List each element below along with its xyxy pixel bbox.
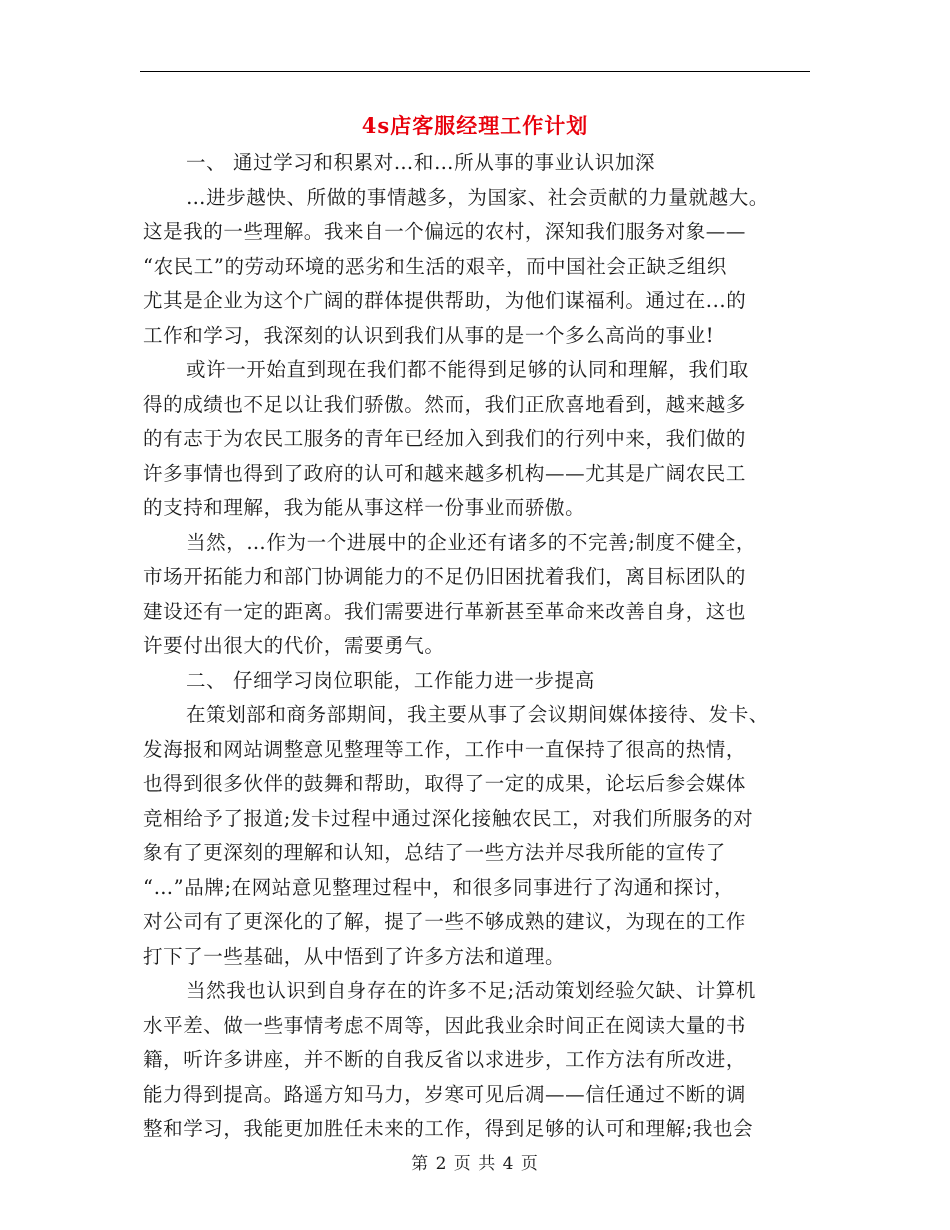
text-line: 一、 通过学习和积累对…和…所从事的事业认识加深 <box>186 151 656 174</box>
text-line: 当然，…作为一个进展中的企业还有诸多的不完善;制度不健全， <box>186 530 756 554</box>
text-line: 这是我的一些理解。我来自一个偏远的农村，深知我们服务对象—— <box>143 220 747 243</box>
text-line: 在策划部和商务部期间，我主要从事了会议期间媒体接待、发卡、 <box>186 703 769 726</box>
text-line: 尤其是企业为这个广阔的群体提供帮助，为他们谋福利。通过在...的 <box>143 289 747 312</box>
text-line: 对公司有了更深化的了解，提了一些不够成熟的建议，为现在的工作 <box>143 910 747 933</box>
page-number-footer: 第 2 页 共 4 页 <box>411 1154 539 1174</box>
text-line: 打下了一些基础，从中悟到了许多方法和道理。 <box>143 944 566 968</box>
text-line: 竞相给予了报道;发卡过程中通过深化接触农民工，对我们所服务的对 <box>143 806 754 830</box>
text-line: “…”品牌;在网站意见整理过程中，和很多同事进行了沟通和探讨， <box>143 875 735 899</box>
text-line: 许多事情也得到了政府的认可和越来越多机构——尤其是广阔农民工 <box>143 461 747 485</box>
text-line: 也得到很多伙伴的鼓舞和帮助，取得了一定的成果，论坛后参会媒体 <box>143 772 747 795</box>
text-line: 整和学习，我能更加胜任未来的工作，得到足够的认可和理解;我也会 <box>143 1117 754 1140</box>
text-line: 发海报和网站调整意见整理等工作，工作中一直保持了很高的热情， <box>143 737 747 761</box>
text-line: 得的成绩也不足以让我们骄傲。然而，我们正欣喜地看到，越来越多 <box>143 392 747 416</box>
text-line: 二、 仔细学习岗位职能，工作能力进一步提高 <box>186 668 595 692</box>
text-line: 市场开拓能力和部门协调能力的不足仍旧困扰着我们，离目标团队的 <box>143 565 747 588</box>
document-body <box>143 146 815 1147</box>
text-line: 工作和学习，我深刻的认识到我们从事的是一个多么高尚的事业! <box>143 323 715 347</box>
text-line: 的有志于为农民工服务的青年已经加入到我们的行列中来，我们做的 <box>143 427 747 450</box>
text-line: 籍，听许多讲座，并不断的自我反省以求进步，工作方法有所改进， <box>143 1048 747 1071</box>
text-line: 许要付出很大的代价，需要勇气。 <box>143 634 445 657</box>
text-line: …进步越快、所做的事情越多，为国家、社会贡献的力量就越大。 <box>186 185 769 209</box>
text-line: 或许一开始直到现在我们都不能得到足够的认同和理解，我们取 <box>186 358 749 381</box>
text-line: 象有了更深刻的理解和认知，总结了一些方法并尽我所能的宣传了 <box>143 841 726 864</box>
document-title: 4s店客服经理工作计划 <box>361 113 589 138</box>
text-line: “农民工”的劳动环境的恶劣和生活的艰辛，而中国社会正缺乏组织 <box>143 254 727 278</box>
text-line: 当然我也认识到自身存在的许多不足;活动策划经验欠缺、计算机 <box>186 979 756 1002</box>
header-rule <box>140 71 810 72</box>
text-line: 水平差、做一些事情考虑不周等，因此我业余时间正在阅读大量的书 <box>143 1013 747 1037</box>
text-line: 建设还有一定的距离。我们需要进行革新甚至革命来改善自身，这也 <box>143 599 747 623</box>
text-line: 的支持和理解，我为能从事这样一份事业而骄傲。 <box>143 496 586 519</box>
text-line: 能力得到提高。路遥方知马力，岁寒可见后凋——信任通过不断的调 <box>143 1082 747 1106</box>
